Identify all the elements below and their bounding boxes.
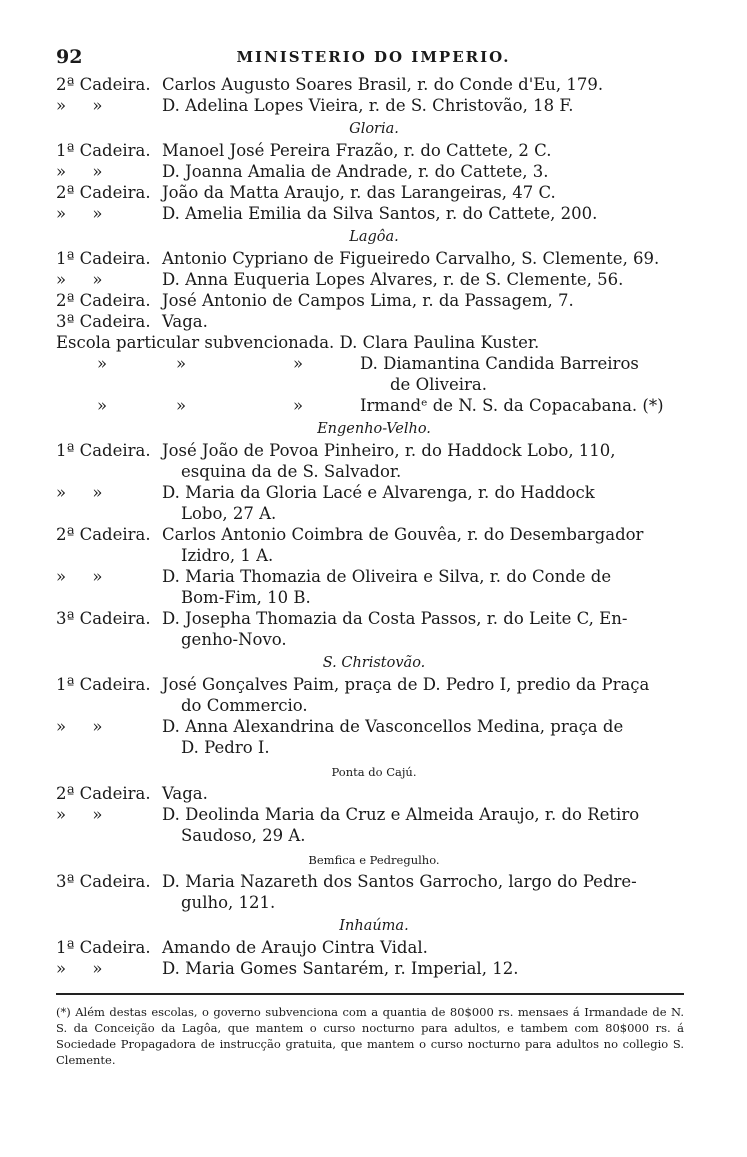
entry-row [56,482,692,503]
entry-row [56,269,692,290]
entry-row [56,182,692,203]
teacher-text: D. Maria Gomes Santarém, r. Imperial, 12. [162,959,519,978]
private-school-row-cont [56,374,692,395]
chair-label: 1ª Cadeira. [56,938,151,957]
entry-row [56,95,692,116]
chair-label: 1ª Cadeira. [56,141,151,160]
entry-row [56,161,692,182]
chair-label: 2ª Cadeira. [56,291,151,310]
teacher-text-cont: Izidro, 1 A. [181,546,274,565]
section-heading-ponta-do-caju: Ponta do Cajú. [331,765,417,779]
entry-row [56,74,692,95]
section-heading-inhauma: Inhaúma. [339,918,409,934]
teacher-text: Antonio Cypriano de Figueiredo Carvalho, S. Clemente, 69. [162,249,660,268]
entry-row-cont [56,545,692,566]
entry-row-cont [56,892,692,913]
ditto-mark: » [175,354,187,373]
chair-label: 2ª Cadeira. [56,784,151,803]
entry-row-cont [56,461,692,482]
entry-row [56,566,692,587]
teacher-text: Irmandᵉ de N. S. da Copacabana. (*) [360,396,664,415]
teacher-text: José João de Povoa Pinheiro, r. do Haddock Lobo, 110, [162,441,616,460]
teacher-text: Carlos Augusto Soares Brasil, r. do Conde d'Eu, 179. [162,75,604,94]
teacher-text: Amando de Araujo Cintra Vidal. [162,938,428,957]
entry-row-cont [56,503,692,524]
footnote: (*) Além destas escolas, o governo subvenciona com a quantia de 80$000 rs. mensaes á Irmandade de N. S. da Conceição da Lagôa, que mantem o curso nocturno para adultos, e tambem com 80$000 rs. á Sociedade Propagadora de instrucção gratuita, que mantem o curso nocturno para adultos no collegio S. Clemente. [56,1005,684,1067]
teacher-text: D. Maria Nazareth dos Santos Garrocho, largo do Pedre- [162,872,637,891]
running-header [56,46,691,70]
chair-label: 3ª Cadeira. [56,312,151,331]
private-school-row [56,353,692,374]
ditto-mark: » [96,396,108,415]
teacher-text: D. Maria Thomazia de Oliveira e Silva, r. do Conde de [162,567,612,586]
teacher-text-cont: do Commercio. [181,696,308,715]
teacher-text: Vaga. [162,784,208,803]
teacher-text: José Gonçalves Paim, praça de D. Pedro I, predio da Praça [162,675,650,694]
section-heading-lagoa: Lagôa. [349,229,399,245]
section-heading-gloria: Gloria. [349,121,399,137]
chair-label: » » [56,162,103,181]
teacher-text: D. Amelia Emilia da Silva Santos, r. do Cattete, 200. [162,204,598,223]
footnote-rule [56,993,684,995]
entry-row-cont [56,825,692,846]
section-heading-s-christovao: S. Christovão. [322,655,426,671]
page-number: 92 [56,46,83,68]
entry-row [56,248,692,269]
ditto-mark: » [175,396,187,415]
teacher-text: José Antonio de Campos Lima, r. da Passagem, 7. [162,291,574,310]
chair-label: » » [56,959,103,978]
teacher-text: Manoel José Pereira Frazão, r. do Cattete, 2 C. [162,141,552,160]
entry-row [56,290,692,311]
entry-row [56,937,692,958]
chair-label: 2ª Cadeira. [56,183,151,202]
teacher-text-cont: Bom-Fim, 10 B. [181,588,311,607]
entry-row [56,140,692,161]
teacher-text: Carlos Antonio Coimbra de Gouvêa, r. do Desembargador [162,525,644,544]
chair-label: » » [56,805,103,824]
teacher-text: D. Maria da Gloria Lacé e Alvarenga, r. do Haddock [162,483,595,502]
private-school-line: Escola particular subvencionada. D. Clara Paulina Kuster. [56,333,540,352]
teacher-text-cont: esquina da de S. Salvador. [181,462,402,481]
chair-label: 2ª Cadeira. [56,525,151,544]
entry-row-cont [56,737,692,758]
teacher-text: D. Adelina Lopes Vieira, r. de S. Christovão, 18 F. [162,96,574,115]
chair-label: 3ª Cadeira. [56,609,151,628]
teacher-text: D. Anna Alexandrina de Vasconcellos Medina, praça de [162,717,624,736]
teacher-text-cont: genho-Novo. [181,630,287,649]
section-heading-engenho-velho: Engenho-Velho. [317,421,431,437]
running-title: MINISTERIO DO IMPERIO. [236,48,511,66]
entry-row-cont [56,629,692,650]
teacher-text: João da Matta Araujo, r. das Larangeiras, 47 C. [162,183,556,202]
chair-label: 1ª Cadeira. [56,249,151,268]
chair-label: » » [56,204,103,223]
teacher-text: D. Josepha Thomazia da Costa Passos, r. do Leite C, En- [162,609,628,628]
entry-row-cont [56,587,692,608]
teacher-text: D. Joanna Amalia de Andrade, r. do Cattete, 3. [162,162,549,181]
chair-label: 2ª Cadeira. [56,75,151,94]
teacher-text-cont: gulho, 121. [181,893,276,912]
ditto-mark: » [292,354,304,373]
ditto-mark: » [96,354,108,373]
chair-label: » » [56,717,103,736]
teacher-text: D. Anna Euqueria Lopes Alvares, r. de S. Clemente, 56. [162,270,624,289]
chair-label: » » [56,483,103,502]
teacher-text: D. Diamantina Candida Barreiros [360,354,639,373]
entry-row [56,783,692,804]
teacher-list [56,74,692,979]
entry-row [56,958,692,979]
chair-label: » » [56,567,103,586]
teacher-text-cont: Saudoso, 29 A. [181,826,306,845]
entry-row [56,716,692,737]
chair-label: » » [56,96,103,115]
teacher-text-cont: Lobo, 27 A. [181,504,277,523]
entry-row [56,674,692,695]
teacher-text-cont: de Oliveira. [390,375,487,394]
entry-row-cont [56,695,692,716]
teacher-text: Vaga. [162,312,208,331]
chair-label: 3ª Cadeira. [56,872,151,891]
chair-label: » » [56,270,103,289]
private-school-row [56,395,692,416]
entry-row [56,203,692,224]
entry-row [56,804,692,825]
chair-label: 1ª Cadeira. [56,675,151,694]
chair-label: 1ª Cadeira. [56,441,151,460]
entry-row [56,871,692,892]
section-heading-bemfica: Bemfica e Pedregulho. [308,853,440,867]
entry-row [56,311,692,332]
entry-row [56,524,692,545]
entry-row [56,440,692,461]
entry-row [56,608,692,629]
teacher-text-cont: D. Pedro I. [181,738,270,757]
ditto-mark: » [292,396,304,415]
teacher-text: D. Deolinda Maria da Cruz e Almeida Araujo, r. do Retiro [162,805,640,824]
